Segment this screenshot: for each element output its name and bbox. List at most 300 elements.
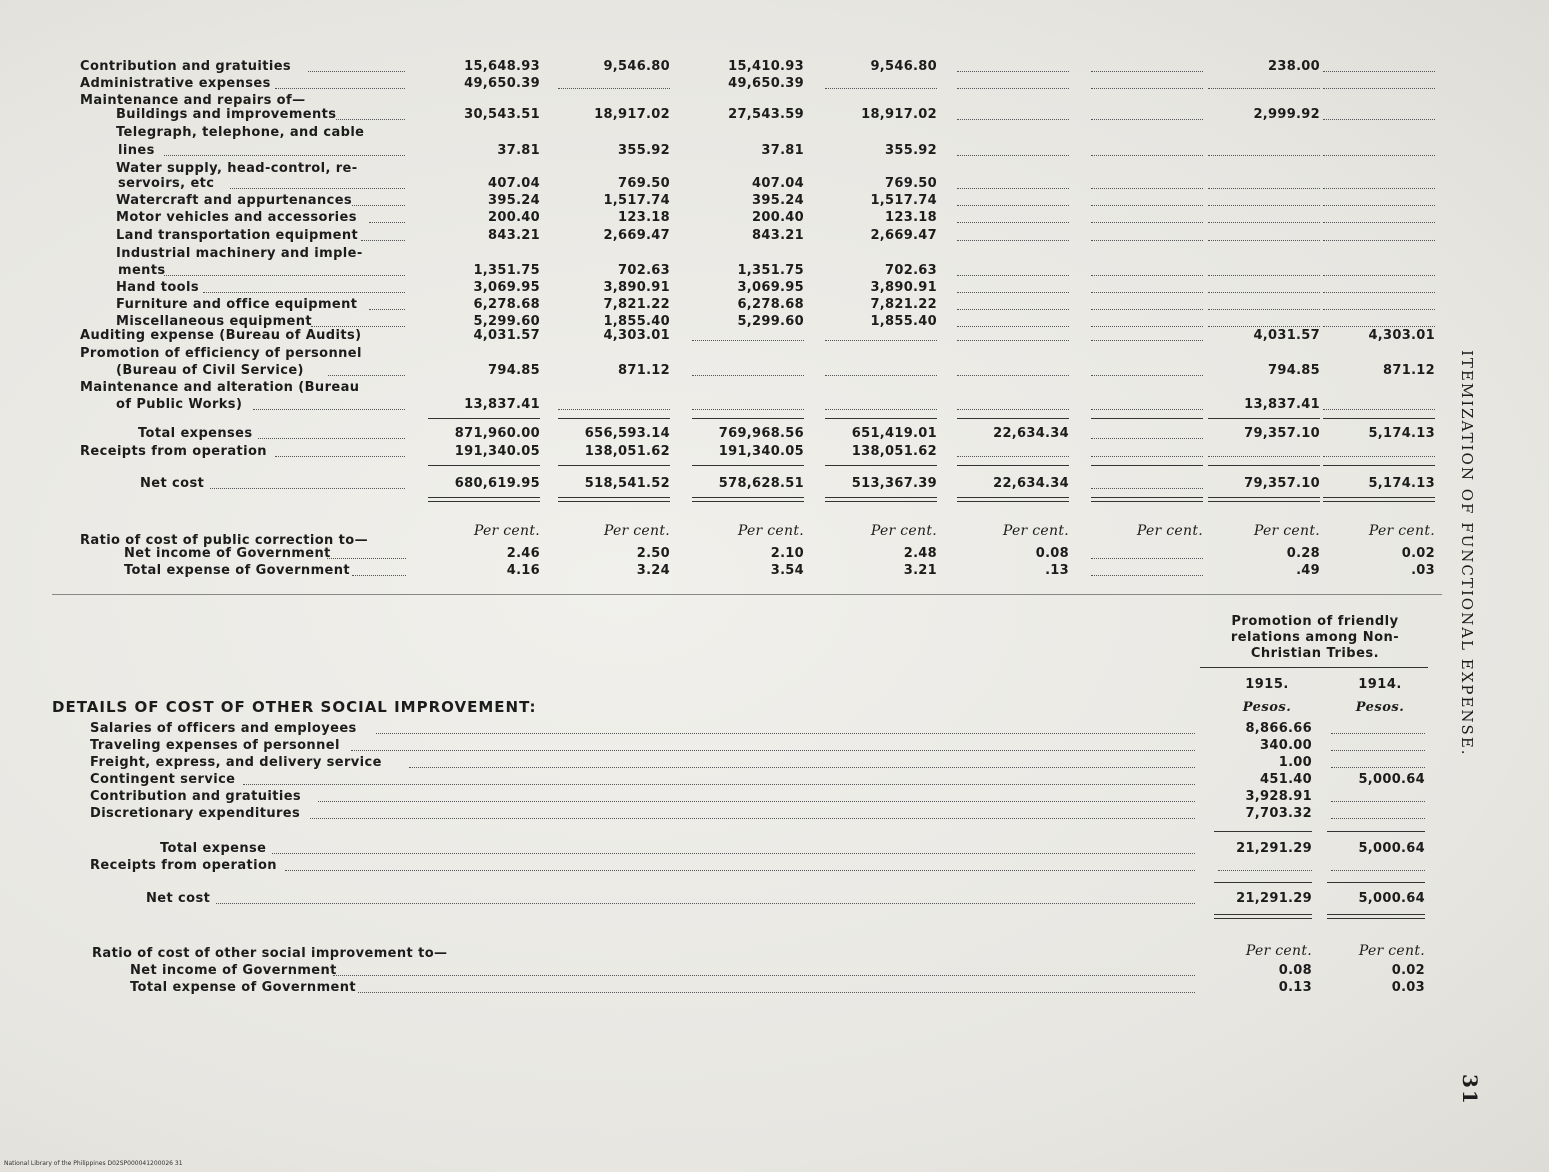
empty-cell-dots bbox=[825, 408, 937, 410]
total-cell: 680,619.95 bbox=[454, 476, 540, 491]
empty-cell-dots bbox=[957, 87, 1069, 89]
empty-cell-dots bbox=[1208, 308, 1320, 310]
table-cell: 5,000.64 bbox=[1358, 772, 1425, 787]
total-cell: 138,051.62 bbox=[584, 444, 670, 459]
empty-cell-dots bbox=[1208, 221, 1320, 223]
leader-dots bbox=[258, 437, 405, 439]
empty-cell-dots bbox=[957, 204, 1069, 206]
table-cell: 200.40 bbox=[488, 210, 540, 225]
table-cell: 769.50 bbox=[885, 176, 937, 191]
label-text: Total expense bbox=[160, 841, 267, 856]
percent-unit: Per cent. bbox=[1358, 943, 1425, 959]
empty-cell-dots bbox=[1208, 274, 1320, 276]
leader-dots bbox=[285, 869, 1195, 871]
empty-cell-dots bbox=[1323, 118, 1435, 120]
row-label bbox=[116, 124, 364, 141]
empty-cell-dots bbox=[1091, 339, 1203, 341]
empty-cell-dots bbox=[1331, 749, 1425, 751]
total-rule bbox=[1091, 418, 1203, 419]
empty-cell-dots bbox=[1091, 187, 1203, 189]
table-cell: 451.40 bbox=[1260, 772, 1312, 787]
table-cell: 9,546.80 bbox=[603, 59, 670, 74]
empty-cell-dots bbox=[957, 239, 1069, 241]
empty-cell-dots bbox=[1091, 118, 1203, 120]
empty-cell-dots bbox=[1323, 291, 1435, 293]
total-rule bbox=[1208, 418, 1320, 419]
ratio-cell: 3.21 bbox=[903, 563, 937, 578]
leader-dots bbox=[352, 204, 405, 206]
table-cell: 49,650.39 bbox=[728, 76, 804, 91]
leader-dots bbox=[272, 852, 1195, 854]
total-cell: 518,541.52 bbox=[584, 476, 670, 491]
receipts-label bbox=[90, 857, 277, 874]
ratio-cell: 3.24 bbox=[636, 563, 670, 578]
total-rule bbox=[692, 418, 804, 419]
label-text: Contingent service bbox=[90, 772, 236, 787]
percent-unit: Per cent. bbox=[870, 523, 937, 539]
empty-cell-dots bbox=[1091, 487, 1203, 489]
table-cell: 702.63 bbox=[618, 263, 670, 278]
row-label bbox=[116, 227, 358, 244]
total-rule bbox=[957, 418, 1069, 419]
table-cell: 395.24 bbox=[752, 193, 804, 208]
table-cell: 407.04 bbox=[752, 176, 804, 191]
total-cell: 22,634.34 bbox=[993, 426, 1069, 441]
table-cell: 4,031.57 bbox=[1253, 328, 1320, 343]
label-text: Freight, express, and delivery service bbox=[90, 755, 382, 770]
ratio-total-expense-label bbox=[124, 562, 350, 579]
empty-cell-dots bbox=[1091, 557, 1203, 559]
empty-cell-dots bbox=[1091, 154, 1203, 156]
table-cell: 15,648.93 bbox=[464, 59, 540, 74]
double-rule bbox=[428, 497, 540, 502]
row-label bbox=[118, 142, 155, 159]
total-rule bbox=[558, 418, 670, 419]
empty-cell-dots bbox=[957, 339, 1069, 341]
empty-cell-dots bbox=[1091, 204, 1203, 206]
row-label bbox=[90, 805, 300, 822]
label-text: Miscellaneous equipment bbox=[116, 314, 313, 329]
ratio-cell: 4.16 bbox=[506, 563, 540, 578]
net-rule bbox=[692, 465, 804, 466]
empty-cell-dots bbox=[1323, 87, 1435, 89]
label-text: Motor vehicles and accessories bbox=[116, 210, 357, 225]
empty-cell-dots bbox=[1091, 374, 1203, 376]
total-cell: 138,051.62 bbox=[851, 444, 937, 459]
ratio-cell: 0.03 bbox=[1391, 980, 1425, 995]
row-label bbox=[80, 379, 359, 396]
section-divider bbox=[52, 594, 1442, 595]
table-cell: 871.12 bbox=[618, 363, 670, 378]
empty-cell-dots bbox=[957, 408, 1069, 410]
total-expense-label bbox=[160, 840, 266, 857]
empty-cell-dots bbox=[1091, 239, 1203, 241]
percent-unit: Per cent. bbox=[603, 523, 670, 539]
ratio-total-expense-label bbox=[130, 979, 356, 996]
leader-dots bbox=[164, 154, 406, 156]
percent-unit: Per cent. bbox=[1253, 523, 1320, 539]
row-label bbox=[116, 192, 352, 209]
leader-dots bbox=[216, 902, 1195, 904]
table-cell: 123.18 bbox=[618, 210, 670, 225]
label-text: Total expense of Government bbox=[124, 563, 351, 578]
double-rule bbox=[1208, 497, 1320, 502]
table-cell: 3,890.91 bbox=[603, 280, 670, 295]
percent-unit: Per cent. bbox=[1002, 523, 1069, 539]
table-cell: 1,855.40 bbox=[870, 314, 937, 329]
empty-cell-dots bbox=[692, 339, 804, 341]
table-cell: 13,837.41 bbox=[464, 397, 540, 412]
ratio-cell: 0.08 bbox=[1278, 963, 1312, 978]
label-text: Receipts from operation bbox=[80, 444, 267, 459]
leader-dots bbox=[275, 455, 405, 457]
table-cell: 794.85 bbox=[1268, 363, 1320, 378]
leader-dots bbox=[327, 557, 406, 559]
ratio-cell: 2.46 bbox=[506, 546, 540, 561]
empty-cell-dots bbox=[1323, 308, 1435, 310]
header-rule bbox=[1200, 667, 1428, 668]
ratio-cell: 0.13 bbox=[1278, 980, 1312, 995]
percent-unit: Per cent. bbox=[1136, 523, 1203, 539]
empty-cell-dots bbox=[1331, 800, 1425, 802]
table-cell: 871.12 bbox=[1383, 363, 1435, 378]
table-cell: 794.85 bbox=[488, 363, 540, 378]
leader-dots bbox=[275, 87, 405, 89]
table-cell: 340.00 bbox=[1260, 738, 1312, 753]
row-label bbox=[116, 245, 363, 262]
empty-cell-dots bbox=[1323, 455, 1435, 457]
table-cell: 3,069.95 bbox=[737, 280, 804, 295]
empty-cell-dots bbox=[1331, 732, 1425, 734]
leader-dots bbox=[351, 749, 1195, 751]
row-label bbox=[116, 396, 242, 413]
percent-unit: Per cent. bbox=[473, 523, 540, 539]
label-text: Maintenance and alteration (Bureau bbox=[80, 380, 360, 395]
empty-cell-dots bbox=[957, 118, 1069, 120]
label-text: Contribution and gratuities bbox=[80, 59, 292, 74]
label-text: servoirs, etc bbox=[118, 176, 215, 191]
total-cell: 5,000.64 bbox=[1358, 891, 1425, 906]
ratio-cell: .49 bbox=[1296, 563, 1320, 578]
label-text: Administrative expenses bbox=[80, 76, 271, 91]
empty-cell-dots bbox=[1091, 437, 1203, 439]
empty-cell-dots bbox=[1323, 187, 1435, 189]
row-label bbox=[116, 209, 357, 226]
net-rule bbox=[428, 465, 540, 466]
empty-cell-dots bbox=[1323, 70, 1435, 72]
label-text: of Public Works) bbox=[116, 397, 243, 412]
table-cell: 2,669.47 bbox=[870, 228, 937, 243]
ratio-cell: 2.10 bbox=[770, 546, 804, 561]
table-cell: 8,866.66 bbox=[1245, 721, 1312, 736]
label-text: Net cost bbox=[146, 891, 211, 906]
double-rule bbox=[957, 497, 1069, 502]
table-cell: 355.92 bbox=[618, 143, 670, 158]
leader-dots bbox=[230, 187, 405, 189]
label-text: Ratio of cost of other social improvement to— bbox=[92, 946, 448, 961]
leader-dots bbox=[203, 291, 405, 293]
table-cell: 6,278.68 bbox=[473, 297, 540, 312]
label-text: Industrial machinery and imple- bbox=[116, 246, 363, 261]
empty-cell-dots bbox=[957, 187, 1069, 189]
empty-cell-dots bbox=[1208, 455, 1320, 457]
label-text: Net income of Government bbox=[130, 963, 337, 978]
row-label bbox=[90, 788, 301, 805]
label-text: lines bbox=[118, 143, 155, 158]
label-text: Water supply, head-control, re- bbox=[116, 161, 358, 176]
table-cell: 6,278.68 bbox=[737, 297, 804, 312]
empty-cell-dots bbox=[1091, 274, 1203, 276]
ratio-cell: 2.48 bbox=[903, 546, 937, 561]
table-cell: 4,303.01 bbox=[1368, 328, 1435, 343]
leader-dots bbox=[409, 766, 1195, 768]
leader-dots bbox=[310, 817, 1195, 819]
label-text: (Bureau of Civil Service) bbox=[116, 363, 304, 378]
empty-cell-dots bbox=[957, 70, 1069, 72]
label-text: Furniture and office equipment bbox=[116, 297, 358, 312]
leader-dots bbox=[253, 408, 405, 410]
table-cell: 7,821.22 bbox=[603, 297, 670, 312]
label-text: Net income of Government bbox=[124, 546, 331, 561]
label-text: Discretionary expenditures bbox=[90, 806, 301, 821]
empty-cell-dots bbox=[1091, 291, 1203, 293]
total-cell: 79,357.10 bbox=[1244, 476, 1320, 491]
net-rule bbox=[957, 465, 1069, 466]
unit-header: Pesos. bbox=[1355, 700, 1405, 715]
empty-cell-dots bbox=[1323, 154, 1435, 156]
label-text: Total expense of Government bbox=[130, 980, 357, 995]
label-text: Watercraft and appurtenances bbox=[116, 193, 353, 208]
double-rule bbox=[825, 497, 937, 502]
net-rule bbox=[1091, 465, 1203, 466]
empty-cell-dots bbox=[1323, 274, 1435, 276]
ratio-cell: 0.02 bbox=[1401, 546, 1435, 561]
table-cell: 843.21 bbox=[752, 228, 804, 243]
label-text: Land transportation equipment bbox=[116, 228, 359, 243]
total-cell: 513,367.39 bbox=[851, 476, 937, 491]
leader-dots bbox=[369, 221, 405, 223]
empty-cell-dots bbox=[1208, 154, 1320, 156]
empty-cell-dots bbox=[1208, 239, 1320, 241]
row-label bbox=[80, 75, 271, 92]
total-rule bbox=[428, 418, 540, 419]
leader-dots bbox=[318, 800, 1195, 802]
empty-cell-dots bbox=[957, 221, 1069, 223]
empty-cell-dots bbox=[1331, 766, 1425, 768]
total-cell: 22,634.34 bbox=[993, 476, 1069, 491]
label-text: Total expenses bbox=[138, 426, 253, 441]
leader-dots bbox=[336, 118, 405, 120]
row-label bbox=[80, 58, 291, 75]
total-cell: 5,174.13 bbox=[1368, 426, 1435, 441]
double-rule bbox=[1091, 497, 1203, 502]
table-cell: 769.50 bbox=[618, 176, 670, 191]
unit-header: Pesos. bbox=[1242, 700, 1292, 715]
percent-unit: Per cent. bbox=[1245, 943, 1312, 959]
label-text: Buildings and improvements bbox=[116, 107, 337, 122]
table-cell: 395.24 bbox=[488, 193, 540, 208]
empty-cell-dots bbox=[1331, 817, 1425, 819]
row-label bbox=[116, 279, 199, 296]
empty-cell-dots bbox=[957, 325, 1069, 327]
total-rule bbox=[825, 418, 937, 419]
table-cell: 49,650.39 bbox=[464, 76, 540, 91]
table-cell: 37.81 bbox=[761, 143, 804, 158]
double-rule bbox=[1323, 497, 1435, 502]
leader-dots bbox=[308, 70, 405, 72]
double-rule bbox=[1327, 914, 1425, 919]
leader-dots bbox=[358, 991, 1195, 993]
row-label bbox=[90, 720, 357, 737]
leader-dots bbox=[328, 374, 406, 376]
ratio-cell: 0.02 bbox=[1391, 963, 1425, 978]
total-rule bbox=[1327, 831, 1425, 832]
empty-cell-dots bbox=[558, 408, 670, 410]
row-label bbox=[118, 262, 166, 279]
section-title: DETAILS OF COST OF OTHER SOCIAL IMPROVEMENT: bbox=[52, 698, 537, 716]
ratio-cell: .13 bbox=[1045, 563, 1069, 578]
table-cell: 18,917.02 bbox=[594, 107, 670, 122]
empty-cell-dots bbox=[1208, 187, 1320, 189]
leader-dots bbox=[210, 487, 405, 489]
table-cell: 4,303.01 bbox=[603, 328, 670, 343]
empty-cell-dots bbox=[692, 374, 804, 376]
empty-cell-dots bbox=[1323, 408, 1435, 410]
empty-cell-dots bbox=[1208, 291, 1320, 293]
empty-cell-dots bbox=[1323, 221, 1435, 223]
ratio-net-income-label bbox=[130, 962, 337, 979]
empty-cell-dots bbox=[1091, 221, 1203, 223]
label-text: Auditing expense (Bureau of Audits) bbox=[80, 328, 362, 343]
empty-cell-dots bbox=[957, 308, 1069, 310]
label-text: ments bbox=[118, 263, 166, 278]
row-label bbox=[90, 771, 235, 788]
total-cell: 578,628.51 bbox=[718, 476, 804, 491]
empty-cell-dots bbox=[957, 154, 1069, 156]
table-cell: 18,917.02 bbox=[861, 107, 937, 122]
net-rule bbox=[1327, 882, 1425, 883]
ratio-net-income-label bbox=[124, 545, 331, 562]
table-cell: 123.18 bbox=[885, 210, 937, 225]
library-footer: National Library of the Philippines D02SP000041200026 31 bbox=[4, 1160, 183, 1167]
table-cell: 27,543.59 bbox=[728, 107, 804, 122]
table-cell: 3,928.91 bbox=[1245, 789, 1312, 804]
empty-cell-dots bbox=[825, 87, 937, 89]
table-cell: 1,517.74 bbox=[603, 193, 670, 208]
empty-cell-dots bbox=[692, 408, 804, 410]
total-cell: 871,960.00 bbox=[454, 426, 540, 441]
row-label bbox=[118, 175, 214, 192]
empty-cell-dots bbox=[1091, 325, 1203, 327]
empty-cell-dots bbox=[1323, 204, 1435, 206]
row-label bbox=[90, 754, 382, 771]
empty-cell-dots bbox=[825, 339, 937, 341]
table-cell: 1,855.40 bbox=[603, 314, 670, 329]
empty-cell-dots bbox=[1208, 204, 1320, 206]
row-label bbox=[80, 327, 361, 344]
table-cell: 1.00 bbox=[1278, 755, 1312, 770]
receipts-label bbox=[80, 443, 267, 460]
table-cell: 1,351.75 bbox=[737, 263, 804, 278]
net-rule bbox=[825, 465, 937, 466]
label-text: Receipts from operation bbox=[90, 858, 277, 873]
empty-cell-dots bbox=[1323, 239, 1435, 241]
table-cell: 37.81 bbox=[497, 143, 540, 158]
page-number: 31 bbox=[1458, 1074, 1482, 1106]
empty-cell-dots bbox=[1208, 87, 1320, 89]
table-cell: 9,546.80 bbox=[870, 59, 937, 74]
total-cell: 5,000.64 bbox=[1358, 841, 1425, 856]
label-text: Contribution and gratuities bbox=[90, 789, 302, 804]
leader-dots bbox=[369, 308, 405, 310]
label-text: Traveling expenses of personnel bbox=[90, 738, 340, 753]
table-cell: 5,299.60 bbox=[473, 314, 540, 329]
year-header: 1915. bbox=[1245, 677, 1289, 692]
leader-dots bbox=[361, 239, 405, 241]
year-header: 1914. bbox=[1358, 677, 1402, 692]
label-text: Net cost bbox=[140, 476, 205, 491]
empty-cell-dots bbox=[1218, 869, 1312, 871]
table-cell: 702.63 bbox=[885, 263, 937, 278]
leader-dots bbox=[243, 783, 1195, 785]
empty-cell-dots bbox=[1091, 574, 1203, 576]
total-cell: 79,357.10 bbox=[1244, 426, 1320, 441]
empty-cell-dots bbox=[1331, 869, 1425, 871]
net-rule bbox=[1214, 882, 1312, 883]
net-rule bbox=[1323, 465, 1435, 466]
total-cell: 21,291.29 bbox=[1236, 841, 1312, 856]
net-cost-label bbox=[140, 475, 204, 492]
empty-cell-dots bbox=[957, 274, 1069, 276]
table-cell: 1,351.75 bbox=[473, 263, 540, 278]
double-rule bbox=[558, 497, 670, 502]
row-label bbox=[80, 345, 362, 362]
empty-cell-dots bbox=[1091, 455, 1203, 457]
empty-cell-dots bbox=[558, 87, 670, 89]
empty-cell-dots bbox=[1091, 408, 1203, 410]
running-title: ITEMIZATION OF FUNCTIONAL EXPENSE. bbox=[1458, 350, 1476, 757]
ratio-cell: .03 bbox=[1411, 563, 1435, 578]
label-text: Ratio of cost of public correction to— bbox=[80, 533, 368, 548]
empty-cell-dots bbox=[957, 374, 1069, 376]
net-rule bbox=[1208, 465, 1320, 466]
ratio-cell: 0.28 bbox=[1286, 546, 1320, 561]
table-cell: 5,299.60 bbox=[737, 314, 804, 329]
leader-dots bbox=[376, 732, 1195, 734]
total-cell: 21,291.29 bbox=[1236, 891, 1312, 906]
row-label bbox=[116, 106, 336, 123]
label-text: Maintenance and repairs of— bbox=[80, 93, 306, 108]
table-cell: 4,031.57 bbox=[473, 328, 540, 343]
row-label bbox=[90, 737, 340, 754]
total-expenses-label bbox=[138, 425, 253, 442]
column-header-line: Christian Tribes. bbox=[1250, 646, 1380, 661]
table-cell: 7,821.22 bbox=[870, 297, 937, 312]
label-text: Telegraph, telephone, and cable bbox=[116, 125, 365, 140]
ratio-cell: 0.08 bbox=[1035, 546, 1069, 561]
table-cell: 2,669.47 bbox=[603, 228, 670, 243]
total-rule bbox=[1214, 831, 1312, 832]
leader-dots bbox=[164, 274, 406, 276]
ratio-cell: 3.54 bbox=[770, 563, 804, 578]
double-rule bbox=[1214, 914, 1312, 919]
ratio-label bbox=[92, 945, 447, 962]
table-cell: 13,837.41 bbox=[1244, 397, 1320, 412]
empty-cell-dots bbox=[957, 455, 1069, 457]
empty-cell-dots bbox=[1091, 308, 1203, 310]
table-cell: 1,517.74 bbox=[870, 193, 937, 208]
table-cell: 407.04 bbox=[488, 176, 540, 191]
